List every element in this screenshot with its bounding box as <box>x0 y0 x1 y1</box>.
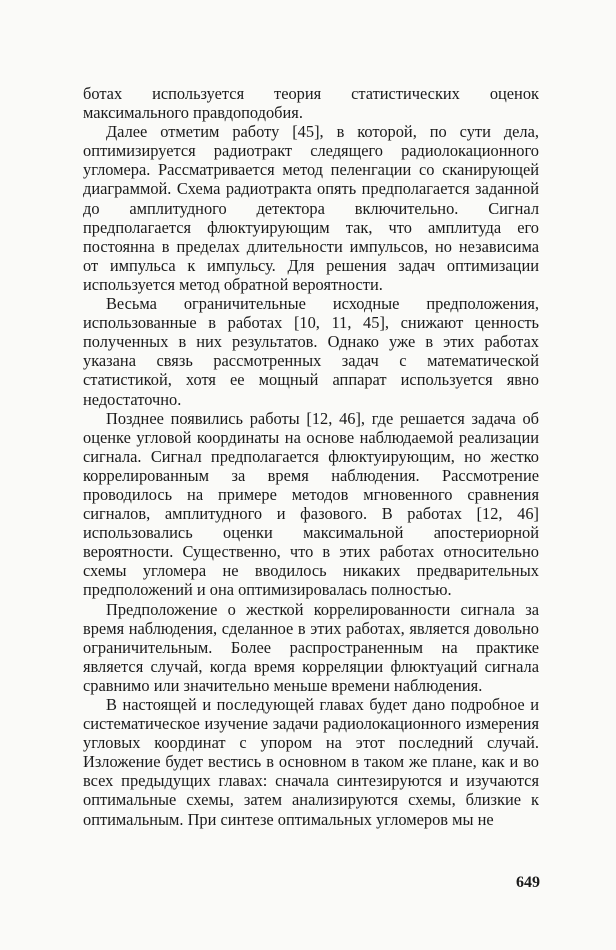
paragraph: Далее отметим работу [45], в которой, по сути дела, оптимизируется радиотракт следящего радиолокационного угломера. Рассматривается метод пеленгации со сканирующей диаграммой. Схема радиотракта опять предполагается заданной до амплитудного детектора включительно. Сигнал предполагается флюктуирующим так, что амплитуда его постоянна в пределах длительности импульсов, но независима от импульса к импульсу. Для решения задач оптимизации используется метод обратной вероятности. <box>83 122 539 294</box>
paragraph: Весьма ограничительные исходные предположения, использованные в работах [10, 11, 45], снижают ценность полученных в них результатов. Однако уже в этих работах указана связь рассмотренных задач с математической статистикой, хотя ее мощный аппарат используется явно недостаточно. <box>83 294 539 409</box>
body-text <box>83 84 539 829</box>
paragraph: Позднее появились работы [12, 46], где решается задача об оценке угловой координаты на основе наблюдаемой реализации сигнала. Сигнал предполагается флюктуирующим, но жестко коррелированным за время наблюдения. Рассмотрение проводилось на примере методов мгновенного сравнения сигналов, амплитудного и фазового. В работах [12, 46] использовались оценки максимальной апостериорной вероятности. Существенно, что в этих работах относительно схемы угломера не вводилось никаких предварительных предположений и она оптимизировалась полностью. <box>83 408 539 600</box>
paragraph: Предположение о жесткой коррелированности сигнала за время наблюдения, сделанное в этих работах, является довольно ограничительным. Более распространенным на практике является случай, когда время корреляции флюктуаций сигнала сравнимо или значительно меньше времени наблюдения. <box>83 599 539 695</box>
paragraph-continuation: ботах используется теория статистических оценок максимального правдоподобия. <box>83 84 539 123</box>
page-number: 649 <box>516 874 540 891</box>
paragraph: В настоящей и последующей главах будет дано подробное и систематическое изучение задачи радиолокационного измерения угловых координат с упором на этот последний случай. Изложение будет вестись в основном в таком же плане, как и во всех предыдущих главах: сначала синтезируются и изучаются оптимальные схемы, затем анализируются схемы, близкие к оптимальным. При синтезе оптимальных угломеров мы не <box>83 695 539 829</box>
